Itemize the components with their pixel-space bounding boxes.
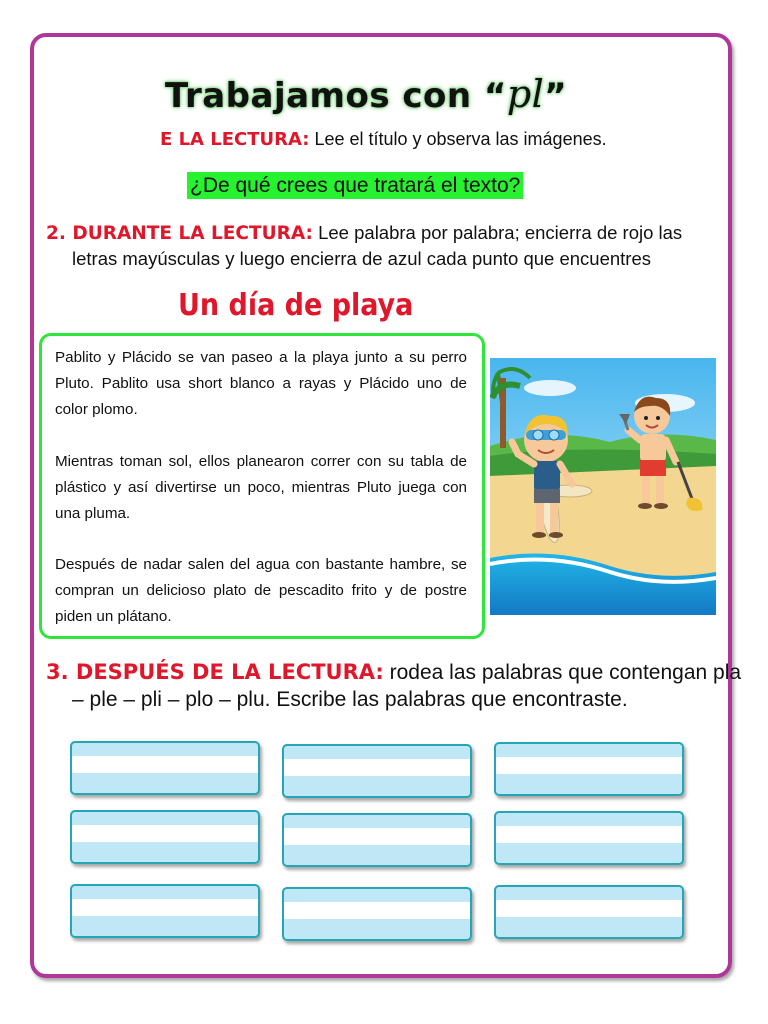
before-label: E LA LECTURA: (160, 129, 310, 150)
answer-box-1[interactable] (70, 741, 260, 795)
instruction-during (46, 222, 682, 244)
story-paragraph-3: Después de nadar salen del agua con bastante hambre, se compran un delicioso plato de pescadito frito y de postre piden un plátano. (55, 556, 467, 625)
answer-box-2[interactable] (282, 744, 472, 798)
story-title: Un día de playa (178, 288, 414, 323)
answer-box-5[interactable] (282, 813, 472, 867)
page-title: Trabajamos con “pl” (165, 72, 568, 116)
after-text-1: rodea las palabras que contengan pla (383, 661, 742, 684)
during-label: 2. DURANTE LA LECTURA: (46, 223, 313, 244)
story-paragraph-2: Mientras toman sol, ellos planearon correr con su tabla de plástico y así divertirse un poco, mientras Pluto juega con una pluma. (55, 453, 467, 522)
instruction-after (46, 660, 741, 685)
answer-box-8[interactable] (282, 887, 472, 941)
during-text-2: letras mayúsculas y luego encierra de azul cada punto que encuentres (72, 248, 651, 269)
before-text: Lee el título y observa las imágenes. (309, 129, 607, 149)
answer-box-6[interactable] (494, 811, 684, 865)
answer-box-3[interactable] (494, 742, 684, 796)
after-text-2: – ple – pli – plo – plu. Escribe las palabras que encontraste. (72, 688, 628, 711)
prediction-question: ¿De qué crees que tratará el texto? (187, 172, 523, 199)
answer-box-7[interactable] (70, 884, 260, 938)
during-text-1: Lee palabra por palabra; encierra de rojo las (312, 222, 683, 243)
story-paragraph-1: Pablito y Plácido se van paseo a la playa junto a su perro Pluto. Pablito usa short blanco a rayas y Plácido uno de color plomo. (55, 349, 467, 418)
instruction-before (160, 129, 607, 150)
beach-scene-image (490, 358, 716, 615)
after-label: 3. DESPUÉS DE LA LECTURA: (46, 660, 384, 684)
beach-illustration (490, 358, 716, 615)
answer-box-4[interactable] (70, 810, 260, 864)
answer-box-9[interactable] (494, 885, 684, 939)
